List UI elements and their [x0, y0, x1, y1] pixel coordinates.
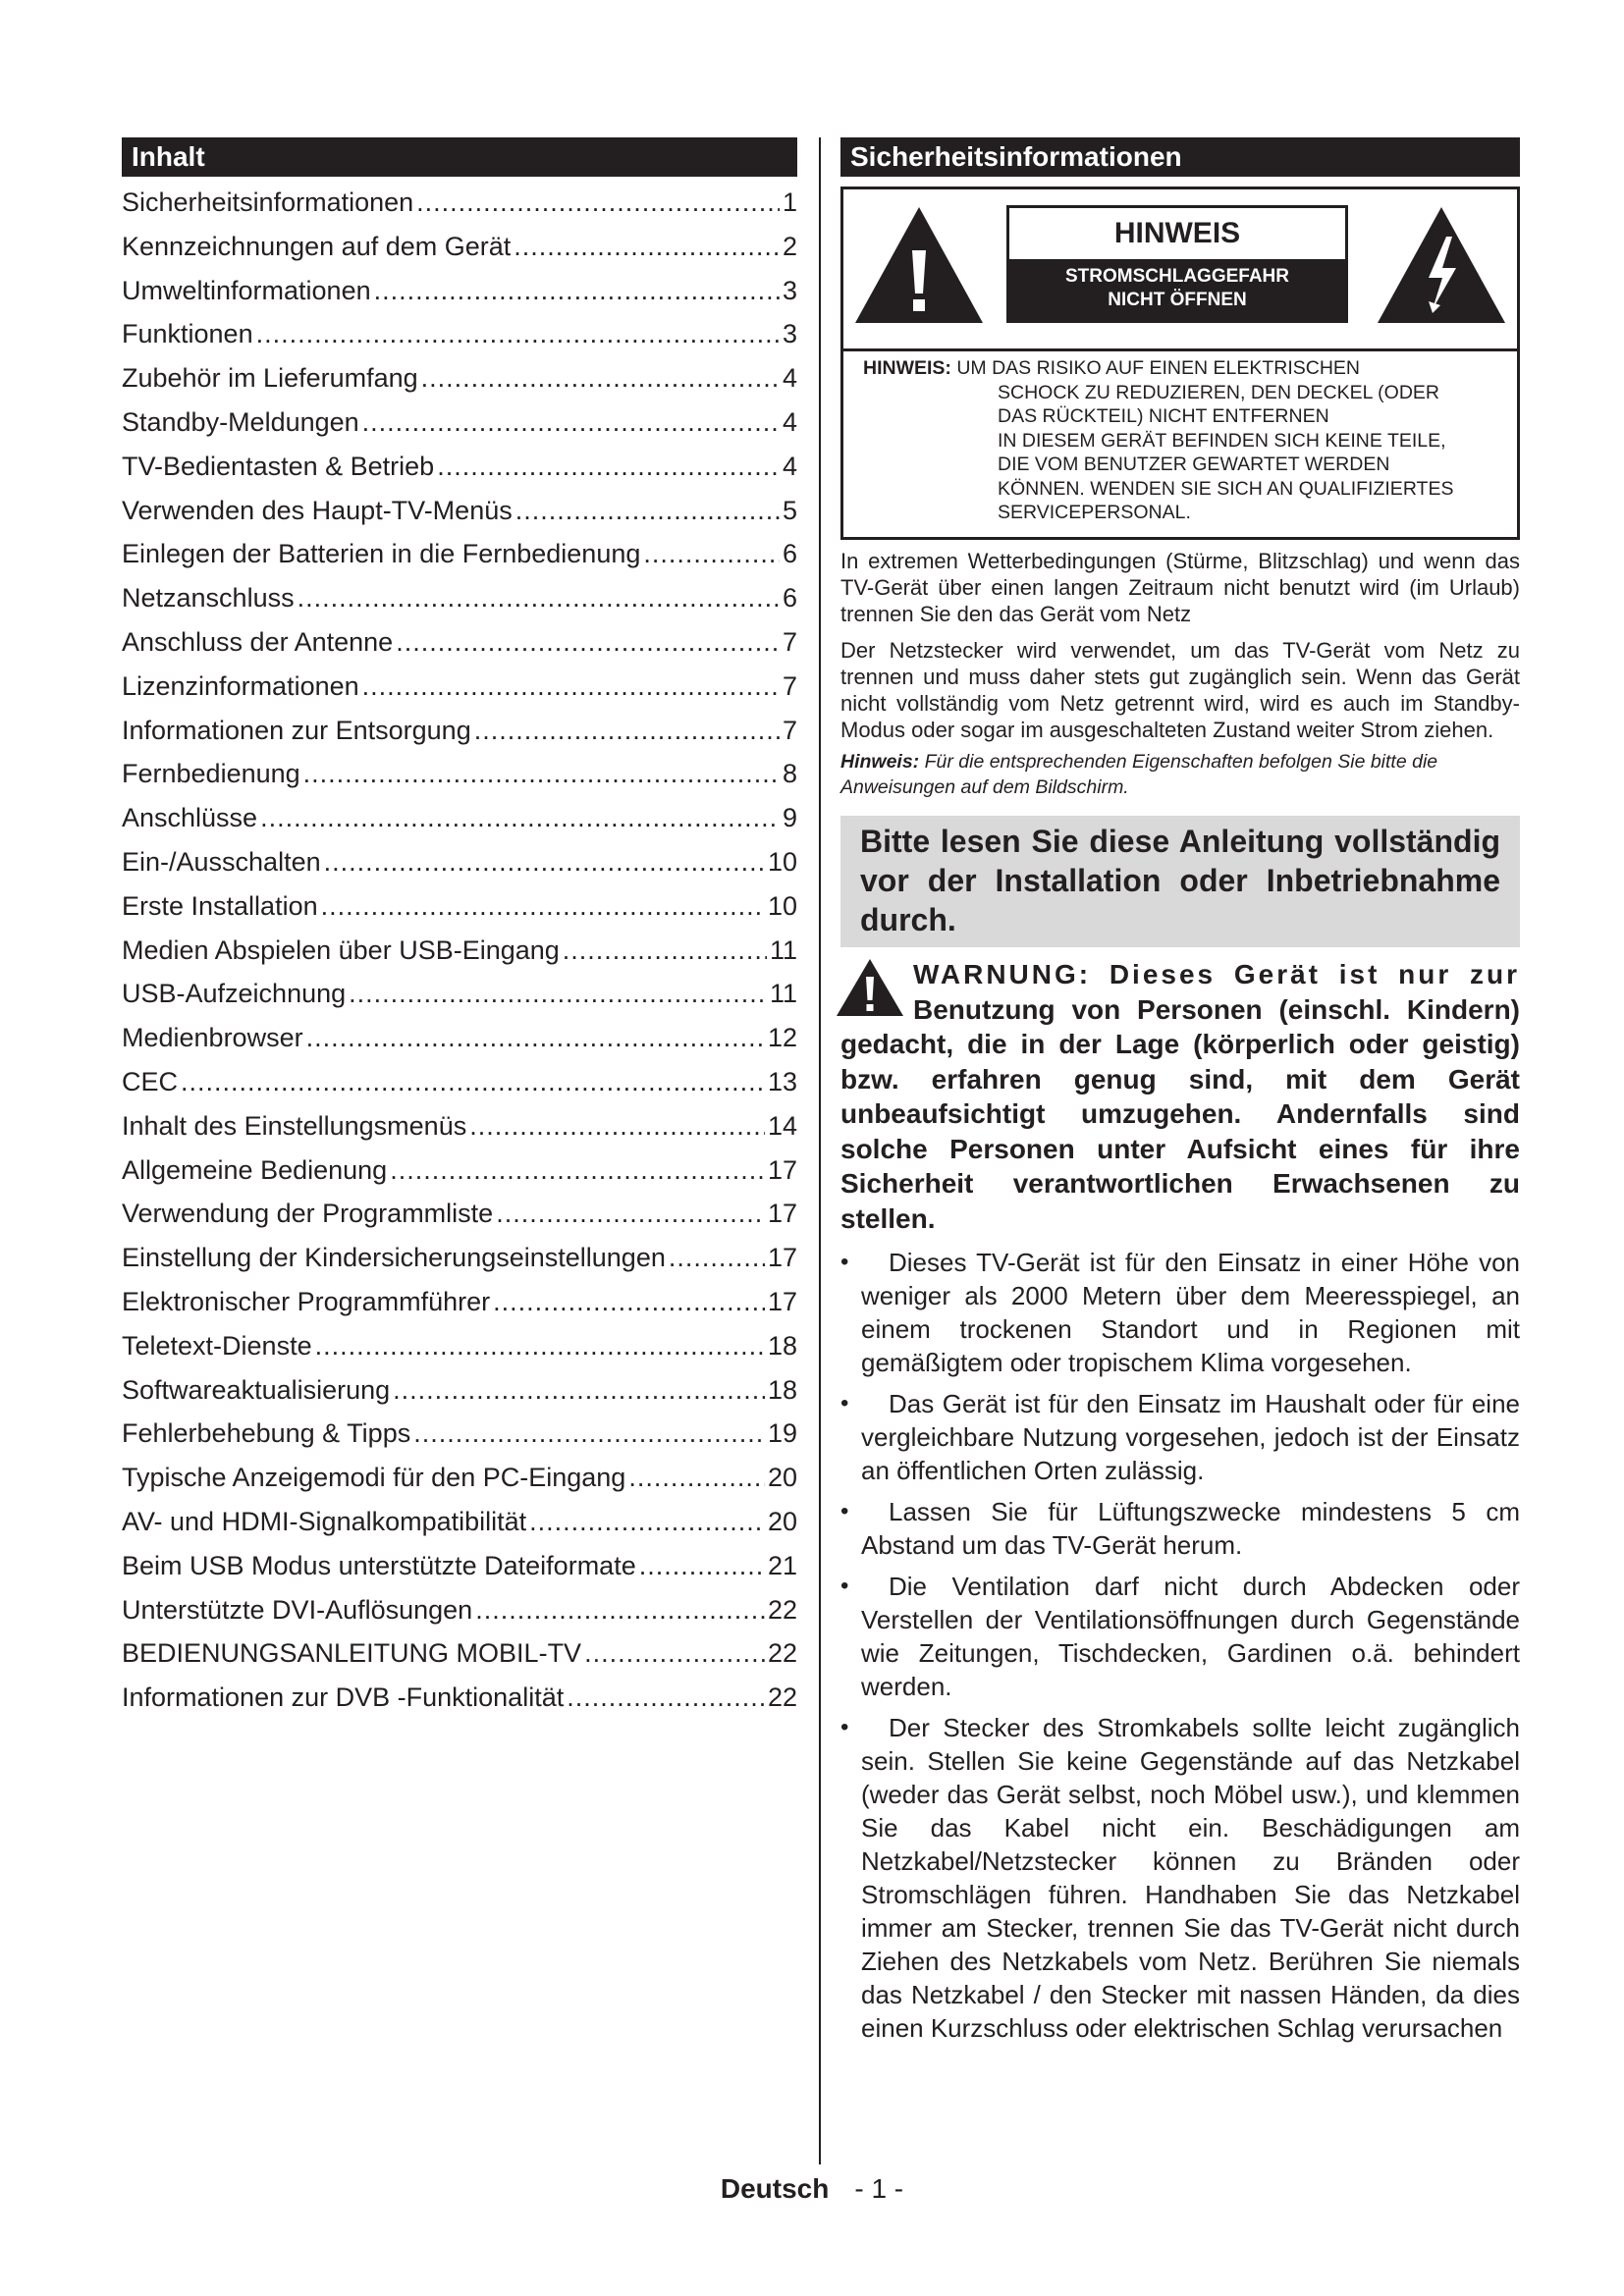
toc-entry-page: 11 [769, 934, 797, 965]
toc-entry[interactable] [122, 1588, 797, 1632]
toc-leader-dots [514, 225, 780, 269]
toc-entry-title: USB-Aufzeichnung [122, 979, 347, 1009]
caution-line-1-text: UM DAS RISIKO AUF EINEN ELEKTRISCHEN [956, 357, 1361, 379]
caution-line-6: KÖNNEN. WENDEN SIE SICH AN QUALIFIZIERTES [998, 477, 1454, 500]
toc-entry-title: CEC [122, 1066, 179, 1096]
toc-leader-dots [362, 665, 780, 709]
toc-entry-page: 12 [767, 1023, 797, 1053]
toc-entry[interactable] [122, 752, 797, 796]
toc-entry-page: 17 [767, 1154, 797, 1185]
toc-entry[interactable] [122, 1192, 797, 1236]
toc-entry-title: Elektronischer Programmführer [122, 1286, 491, 1316]
toc-entry-page: 22 [767, 1682, 797, 1713]
toc-leader-dots [306, 1016, 765, 1060]
toc-entry-title: Verwenden des Haupt-TV-Menüs [122, 495, 513, 525]
toc-entry-page: 7 [782, 626, 797, 657]
toc-entry-page: 13 [767, 1066, 797, 1096]
toc-entry[interactable] [122, 796, 797, 840]
toc-entry[interactable] [122, 884, 797, 929]
caution-line-7: SERVICEPERSONAL. [998, 502, 1191, 523]
warning-lead: WARNUNG: Dieses Gerät ist nur zur [913, 959, 1520, 989]
safety-bullet-text: Lassen Sie für Lüftungszwecke mindestens 5 cm Abstand um das TV-Gerät herum. [861, 1497, 1520, 1560]
toc-entry-title: Ein-/Ausschalten [122, 846, 321, 877]
toc-leader-dots [413, 1412, 765, 1456]
toc-entry[interactable] [122, 620, 797, 665]
toc-leader-dots [475, 1588, 765, 1632]
toc-leader-dots [639, 1544, 765, 1588]
toc-entry[interactable] [122, 312, 797, 356]
toc-entry[interactable] [122, 972, 797, 1016]
toc-entry[interactable] [122, 1148, 797, 1193]
caution-line-1 [863, 356, 1505, 381]
toc-leader-dots [324, 840, 765, 884]
toc-entry-page: 17 [767, 1199, 797, 1229]
exclamation-warning-icon [855, 207, 983, 323]
note-text: Für die entsprechenden Eigenschaften befolgen Sie bitte die Anweisungen auf dem Bildschirm. [840, 751, 1438, 798]
toc-entry-title: Beim USB Modus unterstützte Dateiformate [122, 1550, 636, 1580]
toc-leader-dots [393, 1368, 765, 1413]
toc-entry-title: BEDIENUNGSANLEITUNG MOBIL-TV [122, 1638, 582, 1669]
toc-leader-dots [469, 1104, 765, 1148]
toc-entry[interactable] [122, 929, 797, 973]
caution-line-2: SCHOCK ZU REDUZIEREN, DEN DECKEL (ODER [998, 381, 1439, 403]
safety-bullet-text: Die Ventilation darf nicht durch Abdecken oder Verstellen der Ventilationsöffnungen durch Gegenstände wie Zeitungen, Tischdecken, Gardinen o.ä. behindert werden. [861, 1572, 1520, 1701]
toc-entry-title: Kennzeichnungen auf dem Gerät [122, 231, 512, 261]
toc-entry-page: 4 [782, 363, 797, 394]
toc-entry-title: Teletext-Dienste [122, 1330, 312, 1361]
toc-entry-page: 18 [767, 1330, 797, 1361]
note [840, 749, 1520, 800]
toc-entry-page: 17 [767, 1243, 797, 1273]
toc-entry-title: Anschlüsse [122, 803, 258, 833]
toc-entry-title: Verwendung der Programmliste [122, 1199, 494, 1229]
caution-separator [843, 348, 1517, 351]
toc-entry-page: 21 [767, 1550, 797, 1580]
caution-line-4: IN DIESEM GERÄT BEFINDEN SICH KEINE TEILE, [998, 429, 1446, 452]
toc-leader-dots [390, 1148, 765, 1193]
toc-leader-dots [416, 181, 780, 225]
toc-leader-dots [529, 1500, 765, 1544]
toc-entry-title: Unterstützte DVI-Auflösungen [122, 1594, 473, 1625]
toc-entry-page: 4 [782, 406, 797, 437]
toc-entry-title: Inhalt des Einstellungsmenüs [122, 1110, 467, 1141]
toc-entry-title: Typische Anzeigemodi für den PC-Eingang [122, 1463, 626, 1493]
toc-entry-title: Informationen zur Entsorgung [122, 715, 471, 745]
toc-entry-title: Fernbedienung [122, 759, 300, 789]
toc-entry[interactable] [122, 225, 797, 269]
toc-entry-title: Einstellung der Kindersicherungseinstellungen [122, 1243, 666, 1273]
safety-heading: Sicherheitsinformationen [840, 137, 1520, 177]
toc-entry[interactable] [122, 1236, 797, 1280]
hinweis-panel [1006, 205, 1348, 323]
toc-leader-dots [567, 1676, 765, 1720]
toc-entry-title: Funktionen [122, 319, 253, 349]
safety-bullet [840, 1711, 1520, 2045]
toc-leader-dots [256, 312, 780, 356]
toc-entry[interactable] [122, 400, 797, 445]
toc-entry[interactable] [122, 1324, 797, 1368]
toc-entry-page: 3 [782, 275, 797, 305]
toc-entry[interactable] [122, 1368, 797, 1413]
toc-entry-page: 10 [767, 846, 797, 877]
toc-entry[interactable] [122, 709, 797, 753]
caution-label: HINWEIS: [863, 357, 951, 379]
toc-leader-dots [362, 400, 780, 445]
note-label: Hinweis: [840, 751, 920, 773]
toc-entry-page: 7 [782, 715, 797, 745]
toc-entry-page: 20 [767, 1506, 797, 1536]
toc-entry-page: 11 [769, 979, 797, 1009]
toc-entry-title: Sicherheitsinformationen [122, 187, 414, 217]
safety-bullet-text: Dieses TV-Gerät ist für den Einsatz in einer Höhe von weniger als 2000 Metern über dem Meeresspiegel, an einem trockenen Standort und in Regionen mit gemäßigtem oder tropischem Klima vorgesehen. [861, 1248, 1520, 1377]
safety-bullet [840, 1495, 1520, 1562]
toc-entry-page: 18 [767, 1374, 797, 1405]
toc-leader-dots [421, 356, 780, 400]
toc-entry[interactable] [122, 1412, 797, 1456]
weather-paragraph: In extremen Wetterbedingungen (Stürme, Blitzschlag) und wenn das TV-Gerät über einen langen Zeitraum nicht benutzt wird (im Urlaub) trennen Sie den das Gerät vom Netz [840, 549, 1520, 626]
caution-line-3: DAS RÜCKTEIL) NICHT ENTFERNEN [998, 405, 1329, 427]
toc-entry[interactable] [122, 1104, 797, 1148]
toc-entry-page: 8 [782, 759, 797, 789]
read-manual-callout: Bitte lesen Sie diese Anleitung vollständig vor der Installation oder Inbetriebnahme durch. [840, 816, 1520, 947]
toc-entry-title: Lizenzinformationen [122, 670, 359, 701]
toc-entry[interactable] [122, 181, 797, 225]
toc-entry-page: 17 [767, 1286, 797, 1316]
toc-entry[interactable] [122, 489, 797, 533]
toc-entry-title: Einlegen der Batterien in die Fernbedienung [122, 539, 641, 569]
toc-entry[interactable] [122, 840, 797, 884]
toc-entry[interactable] [122, 1676, 797, 1720]
caution-symbols [843, 189, 1517, 347]
toc-entry-title: Anschluss der Antenne [122, 626, 394, 657]
table-of-contents [122, 137, 797, 1720]
safety-section [840, 137, 1520, 2053]
footer-page-number: - 1 - [854, 2173, 904, 2204]
toc-entry[interactable] [122, 356, 797, 400]
hinweis-subtitle-line1: STROMSCHLAGGEFAHR [1065, 266, 1289, 287]
page-footer [0, 2169, 1624, 2209]
safety-bullet [840, 1246, 1520, 1379]
toc-entry-title: Fehlerbehebung & Tipps [122, 1418, 411, 1449]
toc-entry-title: Standby-Meldungen [122, 406, 359, 437]
toc-entry-page: 6 [782, 583, 797, 614]
toc-entry-page: 3 [782, 319, 797, 349]
warning-text: Benutzung von Personen (einschl. Kindern) gedacht, die in der Lage (körperlich oder geistig) bzw. erfahren genug sind, mit dem Gerät unbeaufsichtigt umzugehen. Andernfalls sind solche Personen unter Aufsicht eines für ihre Sicherheit verantwortlichen Erwachsenen zu stellen. [840, 993, 1520, 1234]
toc-leader-dots [584, 1631, 765, 1676]
toc-entry[interactable] [122, 665, 797, 709]
toc-entry-page: 10 [767, 890, 797, 921]
mains-plug-paragraph: Der Netzstecker wird verwendet, um das TV-Gerät vom Netz zu trennen und muss daher stets gut zugänglich sein. Wenn das Gerät nicht vollständig vom Netz getrennt wird, wird es auch im Standby-Modus oder sogar im ausgeschalteten Zustand weiter Strom ziehen. [840, 638, 1520, 742]
toc-leader-dots [374, 269, 780, 313]
toc-entry-title: Informationen zur DVB -Funktionalität [122, 1682, 565, 1713]
toc-entry[interactable] [122, 269, 797, 313]
toc-leader-dots [437, 445, 780, 489]
toc-leader-dots [181, 1060, 765, 1104]
toc-entry-page: 6 [782, 539, 797, 569]
footer-language: Deutsch [720, 2173, 830, 2204]
toc-entry[interactable] [122, 1456, 797, 1500]
toc-entry-page: 2 [782, 231, 797, 261]
toc-entry-title: Netzanschluss [122, 583, 295, 614]
toc-entry-page: 22 [767, 1638, 797, 1669]
toc-entry-title: Allgemeine Bedienung [122, 1154, 388, 1185]
lightning-warning-icon [1378, 207, 1505, 323]
toc-leader-dots [315, 1324, 765, 1368]
safety-bullet [840, 1570, 1520, 1703]
toc-leader-dots [496, 1192, 765, 1236]
toc-leader-dots [643, 532, 780, 576]
toc-entry-page: 4 [782, 451, 797, 481]
toc-leader-dots [628, 1456, 765, 1500]
toc-leader-dots [669, 1236, 765, 1280]
caution-text [863, 356, 1505, 525]
toc-leader-dots [298, 576, 780, 620]
safety-bullet-text: Der Stecker des Stromkabels sollte leicht zugänglich sein. Stellen Sie keine Gegenstände auf das Netzkabel (weder das Gerät selbst, noch Möbel usw.), und klemmen Sie das Kabel nicht ein. Beschädigungen am Netzkabel/Netzstecker können zu Bränden oder Stromschlägen führen. Handhaben Sie das Netzkabel immer am Stecker, trennen Sie das TV-Gerät nicht durch Ziehen des Netzkabels vom Netz. Berühren Sie niemals das Netzkabel / den Stecker mit nassen Händen, da dies einen Kurzschluss oder elektrischen Schlag verursachen [861, 1713, 1520, 2043]
toc-leader-dots [515, 489, 780, 533]
column-divider [819, 137, 821, 2164]
toc-entry[interactable] [122, 1060, 797, 1104]
toc-entry[interactable] [122, 1016, 797, 1060]
toc-entry[interactable] [122, 576, 797, 620]
toc-entry-title: Erste Installation [122, 890, 318, 921]
toc-entry-title: Zubehör im Lieferumfang [122, 363, 418, 394]
toc-entry-title: Softwareaktualisierung [122, 1374, 391, 1405]
toc-leader-dots [563, 929, 767, 973]
toc-entry[interactable] [122, 1631, 797, 1676]
toc-entry-title: Umweltinformationen [122, 275, 371, 305]
safety-bullet [840, 1387, 1520, 1487]
toc-entry-page: 14 [767, 1110, 797, 1141]
safety-bullets [840, 1246, 1520, 2045]
exclamation-warning-icon [837, 959, 903, 1016]
toc-entry-page: 9 [782, 803, 797, 833]
toc-list [122, 181, 797, 1720]
toc-leader-dots [493, 1280, 765, 1324]
caution-box [840, 187, 1520, 540]
toc-leader-dots [303, 752, 780, 796]
hinweis-subtitle [1009, 259, 1345, 320]
toc-leader-dots [474, 709, 780, 753]
toc-leader-dots [349, 972, 767, 1016]
toc-entry-page: 20 [767, 1463, 797, 1493]
toc-leader-dots [260, 796, 780, 840]
toc-entry[interactable] [122, 445, 797, 489]
toc-entry-title: AV- und HDMI-Signalkompatibilität [122, 1506, 527, 1536]
caution-line-5: DIE VOM BENUTZER GEWARTET WERDEN [998, 454, 1390, 475]
toc-entry-title: Medienbrowser [122, 1023, 303, 1053]
toc-entry[interactable] [122, 1280, 797, 1324]
hinweis-title: HINWEIS [1113, 217, 1241, 249]
hinweis-subtitle-line2: NICHT ÖFFNEN [1108, 290, 1247, 310]
toc-entry-page: 1 [782, 187, 797, 217]
toc-entry-page: 7 [782, 670, 797, 701]
toc-heading: Inhalt [122, 137, 797, 177]
toc-leader-dots [321, 884, 765, 929]
toc-entry[interactable] [122, 1500, 797, 1544]
toc-entry-page: 22 [767, 1594, 797, 1625]
safety-bullet-text: Das Gerät ist für den Einsatz im Haushalt oder für eine vergleichbare Nutzung vorgesehen, jedoch ist der Einsatz an öffentlichen Orten zulässig. [861, 1389, 1520, 1485]
toc-entry[interactable] [122, 1544, 797, 1588]
warning-block [840, 957, 1520, 1236]
toc-entry-page: 19 [767, 1418, 797, 1449]
toc-entry-title: TV-Bedientasten & Betrieb [122, 451, 435, 481]
toc-entry-title: Medien Abspielen über USB-Eingang [122, 934, 560, 965]
toc-leader-dots [396, 620, 780, 665]
toc-entry[interactable] [122, 532, 797, 576]
toc-entry-page: 5 [782, 495, 797, 525]
